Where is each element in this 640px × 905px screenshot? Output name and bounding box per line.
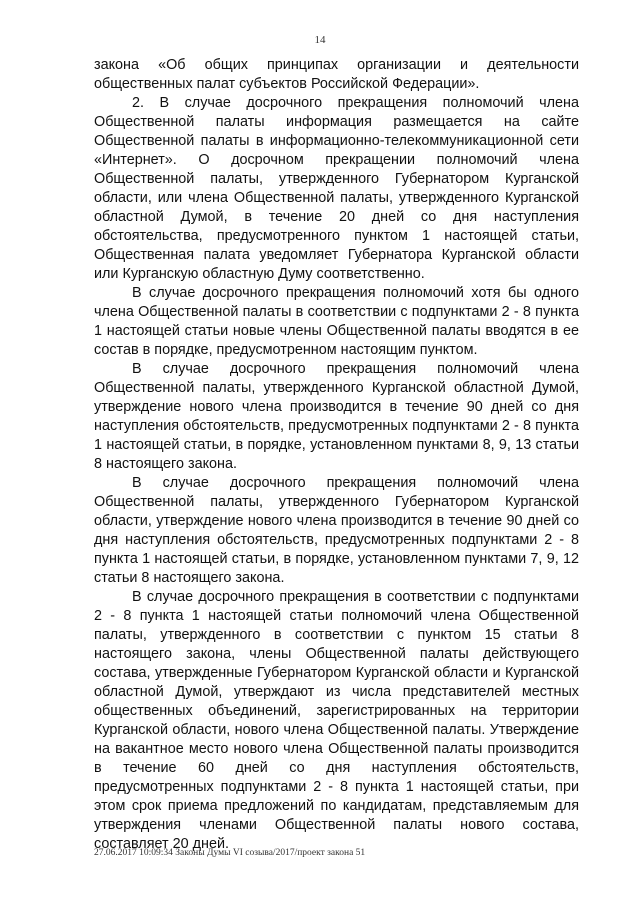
- paragraph: В случае досрочного прекращения полномочий хотя бы одного члена Общественной палаты в соответствии с подпунктами 2 - 8 пункта 1 настоящей статьи новые члены Общественной палаты вводятся в ее состав в порядке, предусмотренном настоящим пунктом.: [94, 285, 579, 358]
- paragraph-continuation: закона «Об общих принципах организации и деятельности общественных палат субъектов Российской Федерации».: [94, 57, 579, 92]
- body-text: [94, 56, 579, 854]
- paragraph: В случае досрочного прекращения в соответствии с подпунктами 2 - 8 пункта 1 настоящей статьи полномочий члена Общественной палаты, утвержденного в соответствии с пунктом 15 статьи 8 настоящего закона, члены Общественной палаты действующего состава, утвержденные Губернатором Курганской области и Курганской областной Думой, утверждают из числа представителей местных общественных объединений, зарегистрированных на территории Курганской области, нового члена Общественной палаты. Утверждение на вакантное место нового члена Общественной палаты производится в течение 60 дней со дня наступления обстоятельств, предусмотренных подпунктами 2 - 8 пункта 1 настоящей статьи, при этом срок приема предложений по кандидатам, представляемым для утверждения членами Общественной палаты нового состава, составляет 20 дней.: [94, 589, 579, 852]
- paragraph: В случае досрочного прекращения полномочий члена Общественной палаты, утвержденного Губернатором Курганской области, утверждение нового члена производится в течение 90 дней со дня наступления обстоятельств, предусмотренных подпунктами 2 - 8 пункта 1 настоящей статьи, в порядке, установленном пунктами 7, 9, 12 статьи 8 настоящего закона.: [94, 475, 579, 586]
- paragraph-item-2: 2. В случае досрочного прекращения полномочий члена Общественной палаты информация размещается на сайте Общественной палаты в информационно-телекоммуникационной сети «Интернет». О досрочном прекращении полномочий члена Общественной палаты, утвержденного Губернатором Курганской области, или члена Общественной палаты, утвержденного Курганской областной Думой, в течение 20 дней со дня наступления обстоятельства, предусмотренного пунктом 1 настоящей статьи, Общественная палата уведомляет Губернатора Курганской области или Курганскую областную Думу соответственно.: [94, 95, 579, 282]
- page-number: 14: [314, 34, 326, 46]
- footer-stamp: 27.06.2017 10:09:34 Законы Думы VI созыва/2017/проект закона 51: [94, 848, 366, 858]
- paragraph: В случае досрочного прекращения полномочий члена Общественной палаты, утвержденного Курганской областной Думой, утверждение нового члена производится в течение 90 дней со дня наступления обстоятельств, предусмотренных подпунктами 2 - 8 пункта 1 настоящей статьи, в порядке, установленном пунктами 8, 9, 13 статьи 8 настоящего закона.: [94, 361, 579, 472]
